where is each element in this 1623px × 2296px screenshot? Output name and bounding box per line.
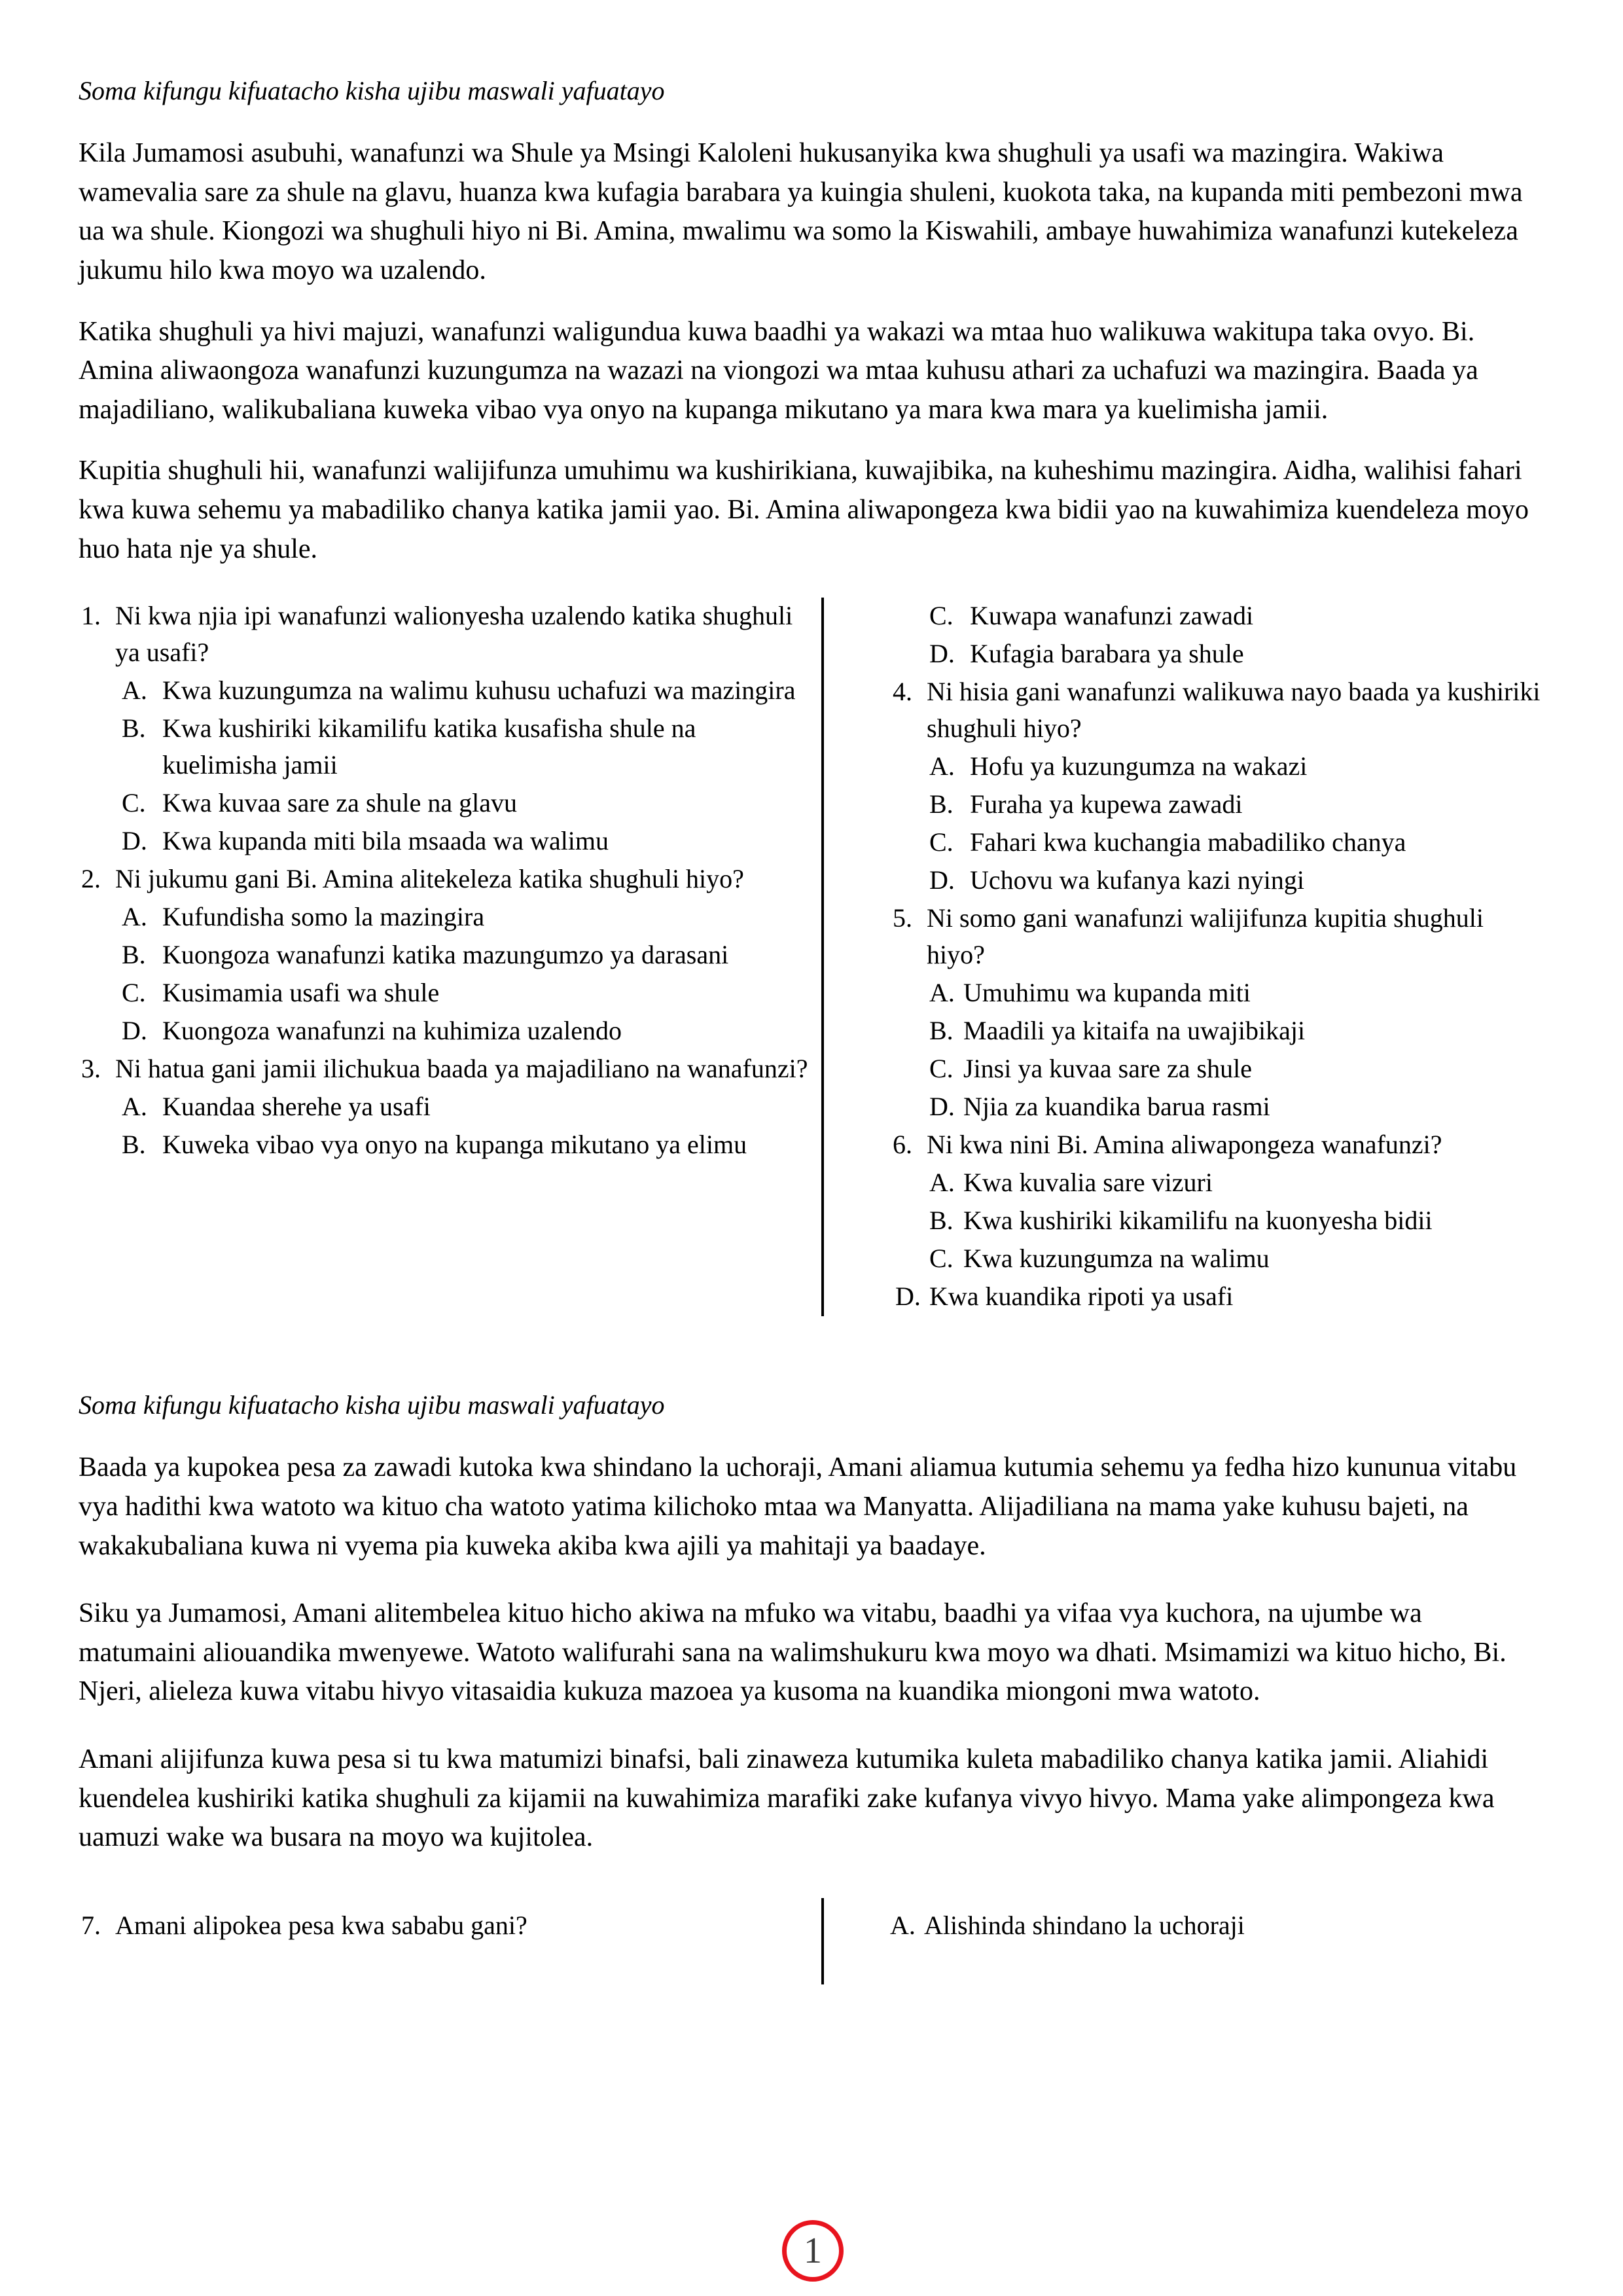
passage1-paragraph-3: Kupitia shughuli hii, wanafunzi walijifunza umuhimu wa kushirikiana, kuwajibika, na kuheshimu mazingira. Aidha, walihisi fahari kwa kuwa sehemu ya mabadiliko chanya katika jamii yao. Bi. Amina aliwapongeza kwa bidii yao na kuwahimiza kuendeleza moyo huo hata nje ya shule. xyxy=(79,456,1529,564)
question-3-text: Ni hatua gani jamii ilichukua baada ya majadiliano na wanafunzi? xyxy=(115,1054,808,1084)
option-text: Hofu ya kuzungumza na wakazi xyxy=(970,751,1308,781)
question-1-option-c[interactable] xyxy=(79,785,813,821)
option-text: Kwa kuzungumza na walimu xyxy=(963,1244,1270,1274)
option-letter: B. xyxy=(929,1206,954,1236)
option-text: Umuhimu wa kupanda miti xyxy=(963,978,1251,1008)
passage2-paragraph-1: Baada ya kupokea pesa za zawadi kutoka kwa shindano la uchoraji, Amani aliamua kutumia sehemu ya fedha hizo kununua vitabu vya hadithi kwa watoto wa kituo cha watoto yatima kilichoko mtaa wa Manyatta. Alijadiliana na mama yake kuhusu bajeti, na wakakubaliana kuwa ni vyema pia kuweka akiba kwa ajili ya mahitaji ya baadaye. xyxy=(79,1452,1517,1561)
option-text: Kwa kuvalia sare vizuri xyxy=(963,1168,1213,1198)
question-7-text: Amani alipokea pesa kwa sababu gani? xyxy=(115,1910,527,1940)
question-1-text: Ni kwa njia ipi wanafunzi walionyesha uzalendo katika shughuli ya usafi? xyxy=(115,601,793,668)
question-3-number: 3. xyxy=(81,1054,101,1084)
question-7-column xyxy=(79,1907,813,1945)
column-divider xyxy=(821,598,824,1316)
option-letter: A. xyxy=(929,1168,955,1198)
option-text: Maadili ya kitaifa na uwajibikaji xyxy=(963,1016,1306,1046)
option-letter: C. xyxy=(929,601,954,631)
option-letter: D. xyxy=(929,865,955,895)
question-2-option-c[interactable] xyxy=(79,975,813,1011)
column-divider-2 xyxy=(821,1898,824,1984)
question-4-option-c[interactable] xyxy=(890,824,1547,861)
question-6-text: Ni kwa nini Bi. Amina aliwapongeza wanafunzi? xyxy=(927,1130,1442,1160)
option-text: Furaha ya kupewa zawadi xyxy=(970,789,1243,819)
option-text: Kuwapa wanafunzi zawadi xyxy=(970,601,1254,631)
question-6-option-c[interactable] xyxy=(890,1240,1547,1277)
option-letter: D. xyxy=(929,1092,955,1122)
question-5-text: Ni somo gani wanafunzi walijifunza kupitia shughuli hiyo? xyxy=(927,903,1484,970)
questions-right-column xyxy=(813,598,1547,1316)
question-5[interactable] xyxy=(890,900,1547,973)
option-letter: B. xyxy=(929,789,954,819)
option-letter: C. xyxy=(929,1054,954,1084)
question-3-option-b[interactable] xyxy=(79,1126,813,1163)
option-text: Kufagia barabara ya shule xyxy=(970,639,1244,669)
question-5-number: 5. xyxy=(893,903,912,933)
question-3-option-d[interactable] xyxy=(890,636,1547,672)
option-text: Jinsi ya kuvaa sare za shule xyxy=(963,1054,1252,1084)
option-letter: C. xyxy=(122,788,146,818)
option-text: Kwa kuzungumza na walimu kuhusu uchafuzi wa mazingira xyxy=(162,675,796,706)
option-letter: B. xyxy=(929,1016,954,1046)
option-text: Kwa kuandika ripoti ya usafi xyxy=(929,1282,1234,1312)
option-letter: D. xyxy=(895,1282,921,1312)
page-number xyxy=(782,2220,844,2282)
question-1-number: 1. xyxy=(81,601,101,631)
question-7[interactable] xyxy=(79,1907,813,1944)
passage2-paragraph-3: Amani alijifunza kuwa pesa si tu kwa matumizi binafsi, bali zinaweza kutumika kuleta mabadiliko chanya katika jamii. Aliahidi kuendelea kushiriki katika shughuli za kijamii na kuwahimiza marafiki zake kufanya vivyo hivyo. Mama yake alimpongeza kwa uamuzi wake wa busara na moyo wa kujitolea. xyxy=(79,1744,1495,1853)
option-letter: A. xyxy=(122,902,147,932)
option-letter: D. xyxy=(122,826,147,856)
option-text: Kwa kushiriki kikamilifu katika kusafisha shule na kuelimisha jamii xyxy=(162,713,696,780)
option-text: Kuandaa sherehe ya usafi xyxy=(162,1092,431,1122)
option-letter: B. xyxy=(122,940,146,970)
option-letter: A. xyxy=(929,751,955,781)
question-5-option-a[interactable] xyxy=(890,975,1547,1011)
question-7-option-a[interactable] xyxy=(890,1907,1547,1944)
question-4-text: Ni hisia gani wanafunzi walikuwa nayo baada ya kushiriki shughuli hiyo? xyxy=(927,677,1541,744)
option-letter: A. xyxy=(890,1910,916,1940)
question-4-option-a[interactable] xyxy=(890,748,1547,785)
passage2-heading: Soma kifungu kifuatacho kisha ujibu maswali yafuatayo xyxy=(79,1390,665,1420)
question-6-option-d[interactable] xyxy=(890,1278,1547,1315)
option-letter: A. xyxy=(929,978,955,1008)
option-letter: B. xyxy=(122,1130,146,1160)
question-5-option-b[interactable] xyxy=(890,1013,1547,1049)
question-4-option-b[interactable] xyxy=(890,786,1547,823)
question-3-option-a[interactable] xyxy=(79,1088,813,1125)
option-text: Kwa kuvaa sare za shule na glavu xyxy=(162,788,517,818)
page-number-value: 1 xyxy=(804,2231,822,2271)
option-text: Fahari kwa kuchangia mabadiliko chanya xyxy=(970,827,1406,857)
option-text: Kwa kushiriki kikamilifu na kuonyesha bidii xyxy=(963,1206,1433,1236)
question-6-option-a[interactable] xyxy=(890,1164,1547,1201)
question-4[interactable] xyxy=(890,673,1547,747)
question-2-number: 2. xyxy=(81,864,101,894)
question-1-option-a[interactable] xyxy=(79,672,813,709)
option-text: Uchovu wa kufanya kazi nyingi xyxy=(970,865,1304,895)
question-3[interactable] xyxy=(79,1050,813,1087)
question-2-option-b[interactable] xyxy=(79,937,813,973)
question-7-number: 7. xyxy=(81,1910,101,1940)
option-letter: D. xyxy=(929,639,955,669)
question-5-option-c[interactable] xyxy=(890,1050,1547,1087)
question-3-option-c[interactable] xyxy=(890,598,1547,634)
option-text: Alishinda shindano la uchoraji xyxy=(924,1910,1245,1940)
option-text: Njia za kuandika barua rasmi xyxy=(963,1092,1270,1122)
questions-left-column xyxy=(79,598,813,1316)
question-1-option-b[interactable] xyxy=(79,710,813,783)
option-letter: B. xyxy=(122,713,146,744)
option-letter: C. xyxy=(122,978,146,1008)
question-1-option-d[interactable] xyxy=(79,823,813,859)
option-text: Kufundisha somo la mazingira xyxy=(162,902,485,932)
passage1-heading: Soma kifungu kifuatacho kisha ujibu maswali yafuatayo xyxy=(79,76,665,105)
option-letter: C. xyxy=(929,827,954,857)
question-1[interactable] xyxy=(79,598,813,671)
question-7-options-column xyxy=(813,1907,1547,1945)
questions-block-1 xyxy=(79,598,1544,1316)
option-text: Kusimamia usafi wa shule xyxy=(162,978,440,1008)
question-6-number: 6. xyxy=(893,1130,912,1160)
questions-block-2 xyxy=(79,1907,1544,1945)
question-6-option-b[interactable] xyxy=(890,1202,1547,1239)
question-2-option-d[interactable] xyxy=(79,1013,813,1049)
option-text: Kwa kupanda miti bila msaada wa walimu xyxy=(162,826,609,856)
passage1-paragraph-2: Katika shughuli ya hivi majuzi, wanafunzi waligundua kuwa baadhi ya wakazi wa mtaa huo walikuwa wakitupa taka ovyo. Bi. Amina aliwaongoza wanafunzi kuzungumza na wazazi na viongozi wa mtaa kuhusu athari za uchafuzi wa mazingira. Baada ya majadiliano, walikubaliana kuweka vibao vya onyo na kupanga mikutano ya mara kwa mara ya kuelimisha jamii. xyxy=(79,316,1478,425)
question-2[interactable] xyxy=(79,861,813,897)
question-2-text: Ni jukumu gani Bi. Amina alitekeleza katika shughuli hiyo? xyxy=(115,864,744,894)
option-letter: D. xyxy=(122,1016,147,1046)
question-4-option-d[interactable] xyxy=(890,862,1547,899)
option-text: Kuongoza wanafunzi na kuhimiza uzalendo xyxy=(162,1016,622,1046)
question-4-number: 4. xyxy=(893,677,912,707)
passage2-paragraph-2: Siku ya Jumamosi, Amani alitembelea kituo hicho akiwa na mfuko wa vitabu, baadhi ya vifaa vya kuchora, na ujumbe wa matumaini aliouandika mwenyewe. Watoto walifurahi sana na walimshukuru kwa moyo wa dhati. Msimamizi wa kituo hicho, Bi. Njeri, alieleza kuwa vitabu hivyo vitasaidia kukuza mazoea ya kusoma na kuandika miongoni mwa watoto. xyxy=(79,1598,1507,1707)
option-letter: C. xyxy=(929,1244,954,1274)
option-text: Kuweka vibao vya onyo na kupanga mikutano ya elimu xyxy=(162,1130,747,1160)
question-2-option-a[interactable] xyxy=(79,899,813,935)
question-6[interactable] xyxy=(890,1126,1547,1163)
option-letter: A. xyxy=(122,1092,147,1122)
option-text: Kuongoza wanafunzi katika mazungumzo ya darasani xyxy=(162,940,729,970)
passage1-paragraph-1: Kila Jumamosi asubuhi, wanafunzi wa Shule ya Msingi Kaloleni hukusanyika kwa shughuli ya usafi wa mazingira. Wakiwa wamevalia sare za shule na glavu, huanza kwa kufagia barabara ya kuingia shuleni, kuokota taka, na kupanda miti pembezoni mwa ua wa shule. Kiongozi wa shughuli hiyo ni Bi. Amina, mwalimu wa somo la Kiswahili, ambaye huwahimiza wanafunzi kutekeleza jukumu hilo kwa moyo wa uzalendo. xyxy=(79,138,1523,285)
option-letter: A. xyxy=(122,675,147,706)
question-5-option-d[interactable] xyxy=(890,1088,1547,1125)
